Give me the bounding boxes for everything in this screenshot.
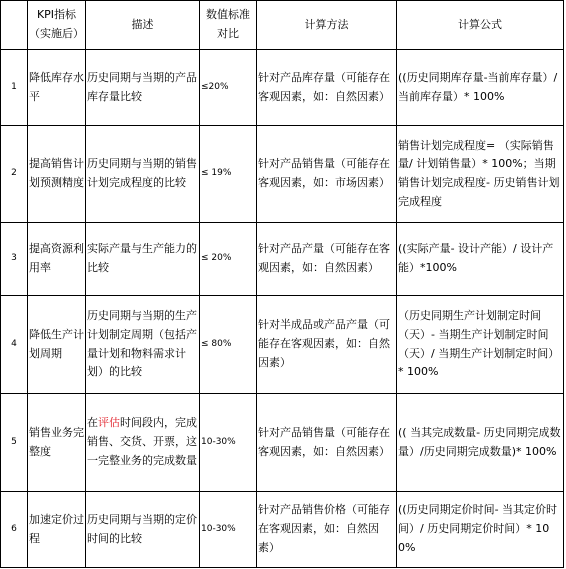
row-desc: 历史同期与当期的产品库存量比较 — [86, 50, 200, 126]
row-formula: ((历史同期定价时间- 当其定价时间）/ 历史同期定价时间）* 100% — [397, 492, 564, 568]
table-header-row — [1, 1, 564, 50]
row-formula: (( 当其完成数量- 历史同期完成数量）/历史同期完成数量)* 100% — [397, 394, 564, 492]
desc-text-highlight: 评估 — [98, 416, 120, 430]
header-formula: 计算公式 — [397, 1, 564, 50]
header-kpi: KPI指标（实施后） — [28, 1, 86, 50]
row-formula: （历史同期生产计划制定时间（天）- 当期生产计划制定时间（天）/ 当期生产计划制定时间）* 100% — [397, 296, 564, 394]
row-method: 针对产品销售价格（可能存在客观因素，如：自然因素） — [257, 492, 397, 568]
row-kpi: 提高资源利用率 — [28, 223, 86, 296]
row-index: 6 — [1, 492, 28, 568]
row-kpi: 销售业务完整度 — [28, 394, 86, 492]
row-std: ≤ 20% — [200, 223, 257, 296]
row-kpi: 加速定价过程 — [28, 492, 86, 568]
row-std: ≤ 80% — [200, 296, 257, 394]
table-row — [1, 394, 564, 492]
desc-text-post: 时间段内，完成销售、交货、开票，这一完整业务的完成数量 — [87, 416, 197, 467]
row-std: ≤ 19% — [200, 126, 257, 223]
row-method: 针对产品库存量（可能存在客观因素，如：自然因素） — [257, 50, 397, 126]
row-index: 2 — [1, 126, 28, 223]
table-row — [1, 50, 564, 126]
row-index: 1 — [1, 50, 28, 126]
header-std: 数值标准对比 — [200, 1, 257, 50]
row-desc: 历史同期与当期的生产计划制定周期（包括产量计划和物料需求计划）的比较 — [86, 296, 200, 394]
table-row — [1, 492, 564, 568]
row-index: 4 — [1, 296, 28, 394]
header-desc: 描述 — [86, 1, 200, 50]
row-desc — [86, 394, 200, 492]
header-index — [1, 1, 28, 50]
row-method: 针对半成品或产品产量（可能存在客观因素，如：自然因素） — [257, 296, 397, 394]
row-method: 针对产品销售量（可能存在客观因素，如：自然因素） — [257, 394, 397, 492]
row-formula: ((实际产量- 设计产能）/ 设计产能）*100% — [397, 223, 564, 296]
row-std: ≤20% — [200, 50, 257, 126]
row-std: 10-30% — [200, 492, 257, 568]
row-formula: ((历史同期库存量-当前库存量）/ 当前库存量）* 100% — [397, 50, 564, 126]
row-kpi: 提高销售计划预测精度 — [28, 126, 86, 223]
desc-text-pre: 在 — [87, 416, 98, 430]
table-row — [1, 126, 564, 223]
table-row — [1, 223, 564, 296]
row-desc: 历史同期与当期的定价时间的比较 — [86, 492, 200, 568]
row-kpi: 降低生产计划周期 — [28, 296, 86, 394]
header-method: 计算方法 — [257, 1, 397, 50]
table-row — [1, 296, 564, 394]
row-desc: 历史同期与当期的销售计划完成程度的比较 — [86, 126, 200, 223]
row-index: 5 — [1, 394, 28, 492]
row-kpi: 降低库存水平 — [28, 50, 86, 126]
row-method: 针对产品销售量（可能存在客观因素，如：市场因素） — [257, 126, 397, 223]
row-std: 10-30% — [200, 394, 257, 492]
row-formula: 销售计划完成程度= （实际销售量/ 计划销售量）* 100%；当期销售计划完成程度- 历史销售计划完成程度 — [397, 126, 564, 223]
row-desc: 实际产量与生产能力的比较 — [86, 223, 200, 296]
row-method: 针对产品产量（可能存在客观因素，如：自然因素） — [257, 223, 397, 296]
row-index: 3 — [1, 223, 28, 296]
